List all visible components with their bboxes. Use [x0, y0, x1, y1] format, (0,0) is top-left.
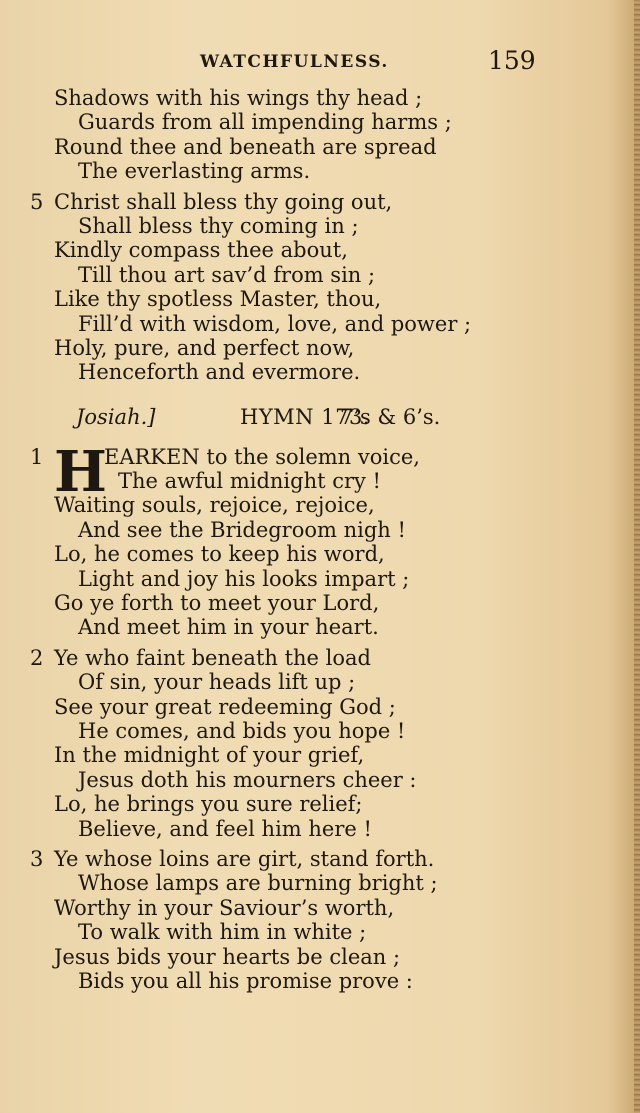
verse-line: Of sin, your heads lift up ;: [78, 670, 356, 695]
page-fore-edge: [634, 0, 640, 1113]
verse-line: Waiting souls, rejoice, rejoice,: [54, 493, 375, 518]
verse-1: [0, 438, 640, 640]
verse-line: EARKEN to the solemn voice,: [104, 444, 420, 469]
verse-line: To walk with him in white ;: [78, 920, 367, 945]
verse-line: In the midnight of your grief,: [54, 743, 365, 768]
verse-number: 1: [30, 444, 44, 469]
verse-line: Round thee and beneath are spread: [54, 134, 437, 159]
verse-number: 2: [30, 645, 44, 670]
verse-line: Believe, and feel him here !: [78, 816, 372, 841]
verse-line: Christ shall bless thy going out,: [54, 189, 393, 214]
verse-line: Worthy in your Saviour’s worth,: [54, 895, 395, 920]
verse-line: Till thou art sav’d from sin ;: [78, 262, 376, 287]
continued-verse: [0, 86, 640, 184]
verse-line: The everlasting arms.: [78, 159, 311, 184]
verse-line: Ye who faint beneath the load: [54, 645, 371, 670]
verse-line: The awful midnight cry !: [118, 469, 381, 494]
verse-line: Go ye forth to meet your Lord,: [54, 591, 380, 616]
verse-line: Lo, he comes to keep his word,: [54, 542, 385, 567]
verse-line: Bids you all his promise prove :: [78, 968, 413, 993]
page-number: 159: [488, 46, 536, 75]
drop-cap: H: [54, 438, 107, 505]
page-header: [0, 46, 640, 82]
verse-line: Shadows with his wings thy head ;: [54, 86, 423, 110]
verse-line: Shall bless thy coming in ;: [78, 213, 359, 238]
verse-line: Jesus bids your hearts be clean ;: [54, 944, 401, 969]
verse-line: And see the Bridegroom nigh !: [78, 517, 406, 542]
verse-number: 3: [30, 846, 44, 871]
verse-line: He comes, and bids you hope !: [78, 718, 406, 743]
verse-line: Light and joy his looks impart ;: [78, 566, 410, 591]
hymn-heading: [0, 399, 640, 435]
verse-line: And meet him in your heart.: [78, 615, 379, 640]
running-head: WATCHFULNESS.: [200, 52, 389, 72]
verse-line: Jesus doth his mourners cheer :: [78, 767, 417, 792]
page-body: [0, 86, 640, 993]
verse-3: [0, 847, 640, 993]
verse-line: Henceforth and evermore.: [78, 360, 361, 385]
hymn-attribution: Josiah.]: [76, 404, 156, 429]
verse-line: Ye whose loins are girt, stand forth.: [54, 846, 435, 871]
verse-line: Fill’d with wisdom, love, and power ;: [78, 311, 472, 336]
hymn-number: HYMN 173.: [240, 404, 370, 429]
verse-5: [0, 190, 640, 385]
hymn-meter: 7’s & 6’s.: [340, 404, 441, 429]
verse-line: Lo, he brings you sure relief;: [54, 792, 363, 817]
verse-line: Holy, pure, and perfect now,: [54, 335, 355, 360]
verse-line: Like thy spotless Master, thou,: [54, 287, 382, 312]
verse-line: See your great redeeming God ;: [54, 694, 396, 719]
verse-line: Whose lamps are burning bright ;: [78, 871, 438, 896]
verse-line: Guards from all impending harms ;: [78, 110, 452, 135]
verse-number: 5: [30, 189, 44, 214]
verse-2: [0, 646, 640, 841]
verse-line: Kindly compass thee about,: [54, 238, 348, 263]
